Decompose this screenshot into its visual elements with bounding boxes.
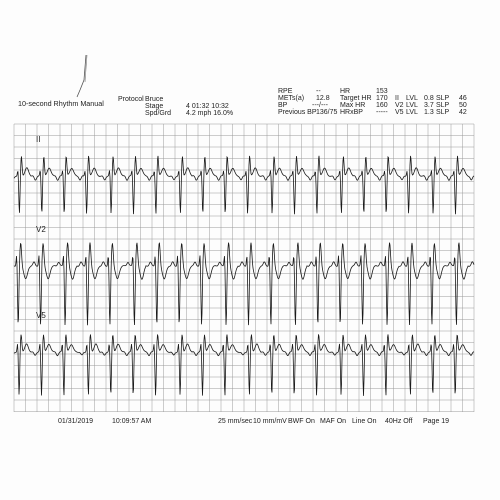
st-slp-value: 50 — [459, 102, 467, 109]
footer-time: 10:09:57 AM — [112, 418, 152, 425]
protocol-value: Bruce — [145, 96, 164, 103]
hr-label: HR — [340, 88, 351, 95]
pen-mark — [77, 55, 86, 97]
st-slp-value: 46 — [459, 95, 467, 102]
hr-value: 153 — [376, 88, 388, 95]
footer-date: 01/31/2019 — [58, 418, 94, 425]
footer-bwf: BWF On — [288, 418, 315, 425]
bp-value: ---/--- — [312, 102, 328, 109]
st-slp-label: SLP — [436, 102, 450, 109]
st-lead: V5 — [395, 109, 404, 116]
max-hr-label: Max HR — [340, 102, 366, 109]
st-lvl-value: 1.3 — [424, 109, 434, 116]
max-hr-value: 160 — [376, 102, 388, 109]
st-lvl-value: 3.7 — [424, 102, 434, 109]
stage-value: 4 01:32 10:32 — [186, 103, 229, 110]
previous-bp-label: Previous BP — [278, 109, 317, 116]
rpe-value: -- — [316, 88, 321, 95]
footer-speed: 25 mm/sec — [218, 418, 253, 425]
st-lead: V2 — [395, 102, 404, 109]
st-lead: II — [395, 95, 399, 102]
spd-grd-label: Spd/Grd — [145, 110, 172, 117]
lead-label-v5: V5 — [36, 311, 46, 320]
hrxbp-label: HRxBP — [340, 109, 363, 116]
bp-label: BP — [278, 102, 288, 109]
mets-label: METs(a) — [278, 95, 305, 102]
protocol-label: Protocol — [118, 96, 144, 103]
footer-maf: MAF On — [320, 418, 347, 425]
lead-label-ii: II — [36, 135, 41, 144]
ecg-grid — [14, 124, 474, 412]
st-lvl-label: LVL — [406, 102, 418, 109]
hrxbp-value: ----- — [376, 109, 388, 116]
st-lvl-label: LVL — [406, 109, 418, 116]
spd-grd-value: 4.2 mph 16.0% — [186, 110, 234, 117]
footer-page: Page 19 — [423, 418, 450, 425]
st-slp-label: SLP — [436, 95, 450, 102]
target-hr-value: 170 — [376, 95, 388, 102]
footer-gain: 10 mm/mV — [253, 418, 287, 425]
footer-line: Line On — [352, 418, 377, 425]
st-lvl-value: 0.8 — [424, 95, 434, 102]
report-type-label: 10-second Rhythm Manual — [18, 99, 104, 108]
st-lvl-label: LVL — [406, 95, 418, 102]
previous-bp-value: 136/75 — [316, 109, 338, 116]
mets-value: 12.8 — [316, 95, 330, 102]
st-slp-label: SLP — [436, 109, 450, 116]
st-slp-value: 42 — [459, 109, 467, 116]
target-hr-label: Target HR — [340, 95, 372, 102]
stage-label: Stage — [145, 103, 164, 110]
lead-label-v2: V2 — [36, 225, 46, 234]
rpe-label: RPE — [278, 88, 293, 95]
footer-filter: 40Hz Off — [385, 418, 413, 425]
